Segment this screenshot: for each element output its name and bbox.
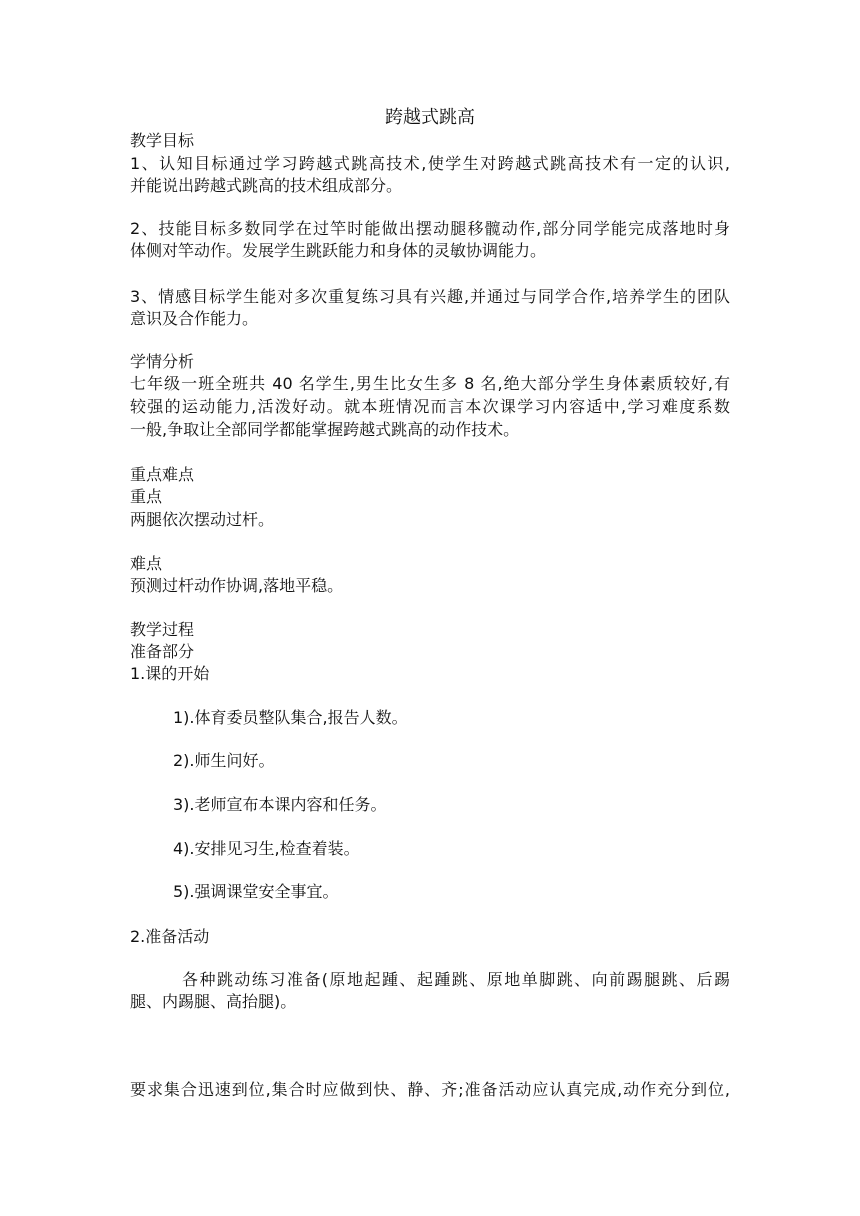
objective-3-line-1: 3、情感目标学生能对多次重复练习具有兴趣,并通过与同学合作,培养学生的团队 [130, 287, 730, 306]
objective-2-line-2: 体侧对竿动作。发展学生跳跃能力和身体的灵敏协调能力。 [130, 241, 547, 260]
process-heading: 教学过程 [130, 620, 195, 639]
step-2: 2).师生问好。 [173, 751, 275, 770]
analysis-line-2: 较强的运动能力,活泼好动。就本班情况而言本次课学习内容适中,学习难度系数 [130, 397, 730, 416]
warmup-line-1: 各种跳动练习准备(原地起踵、起踵跳、原地单脚跳、向前踢腿跳、后踢 [182, 970, 730, 989]
keypoints-heading: 重点难点 [130, 465, 195, 484]
objective-1-line-1: 1、认知目标通过学习跨越式跳高技术,使学生对跨越式跳高技术有一定的认识, [130, 154, 730, 173]
warmup-heading: 2.准备活动 [130, 927, 210, 946]
analysis-line-3: 一般,争取让全部同学都能掌握跨越式跳高的动作技术。 [130, 420, 520, 439]
lesson-start-heading: 1.课的开始 [130, 664, 210, 683]
analysis-heading: 学情分析 [130, 352, 195, 371]
key-heading: 重点 [130, 487, 163, 506]
objective-2-line-1: 2、技能目标多数同学在过竿时能做出摆动腿移髋动作,部分同学能完成落地时身 [130, 219, 730, 238]
analysis-line-1: 七年级一班全班共 40 名学生,男生比女生多 8 名,绝大部分学生身体素质较好,有 [130, 374, 730, 393]
objective-1-line-2: 并能说出跨越式跳高的技术组成部分。 [130, 176, 403, 195]
difficulty-heading: 难点 [130, 554, 163, 573]
difficulty-text: 预测过杆动作协调,落地平稳。 [130, 576, 344, 595]
prep-heading: 准备部分 [130, 642, 195, 661]
step-3: 3).老师宣布本课内容和任务。 [173, 795, 387, 814]
requirement-line-1: 要求集合迅速到位,集合时应做到快、静、齐;准备活动应认真完成,动作充分到位, [130, 1080, 730, 1099]
step-1: 1).体育委员整队集合,报告人数。 [173, 708, 408, 727]
step-5: 5).强调课堂安全事宜。 [173, 882, 339, 901]
warmup-line-2: 腿、内踢腿、高抬腿)。 [130, 992, 297, 1011]
step-4: 4).安排见习生,检查着装。 [173, 839, 360, 858]
objectives-heading: 教学目标 [130, 131, 195, 150]
objective-3-line-2: 意识及合作能力。 [130, 309, 259, 328]
key-text: 两腿依次摆动过杆。 [130, 510, 275, 529]
document-title: 跨越式跳高 [385, 107, 475, 128]
